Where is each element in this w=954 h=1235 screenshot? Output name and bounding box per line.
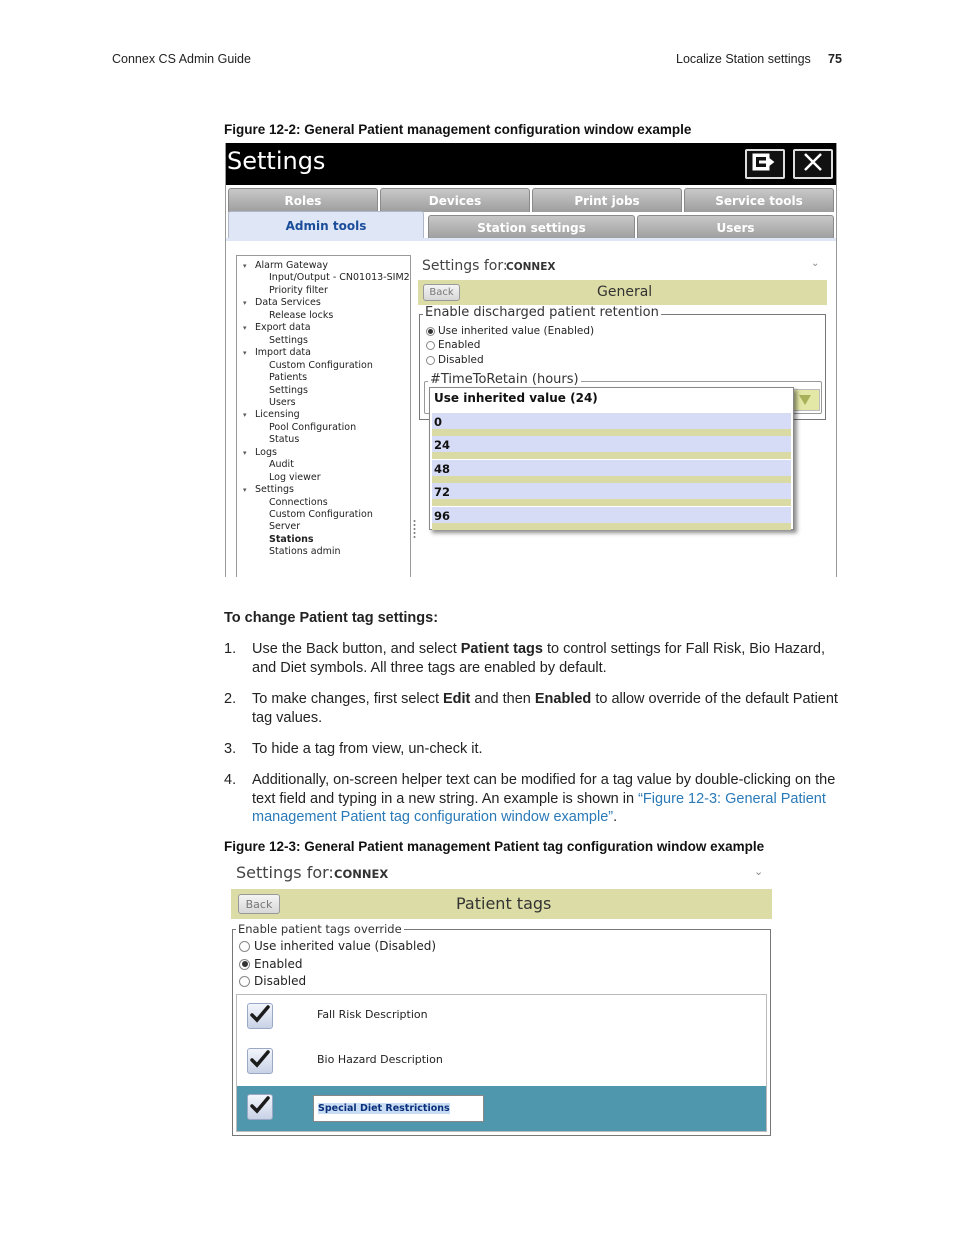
option-label: Disabled — [438, 354, 484, 366]
tree-label: Log viewer — [269, 471, 321, 483]
dropdown-option[interactable]: 72 — [432, 483, 791, 506]
option-enabled[interactable] — [239, 957, 303, 971]
expand-arrow-icon[interactable]: ▾ — [243, 324, 247, 333]
radio-button[interactable] — [239, 959, 250, 970]
tree-item[interactable] — [269, 360, 373, 372]
guide-title: Connex CS Admin Guide — [112, 52, 251, 66]
tree-group[interactable] — [243, 322, 311, 334]
tab-station-settings[interactable]: Station settings — [428, 215, 635, 239]
tree-item[interactable] — [269, 546, 341, 558]
step-text: Additionally, on-screen helper text can be modified for a tag value by double-clicking on the text field and typing in a new string. An example is shown in “Figure 12-3: General Patient management Patient tag configuration window example”. — [252, 772, 836, 825]
tree-label: Release locks — [269, 309, 334, 321]
splitter-handle[interactable] — [413, 519, 416, 541]
tree-label: Settings — [269, 384, 308, 396]
expand-arrow-icon[interactable]: ▾ — [243, 349, 247, 358]
tree-label: Logs — [255, 446, 277, 458]
close-icon — [802, 151, 824, 178]
field-legend: #TimeToRetain (hours) — [430, 372, 579, 387]
bio-hazard-checkbox[interactable] — [247, 1048, 273, 1074]
tree-group[interactable] — [243, 347, 311, 359]
dropdown-option[interactable]: 48 — [432, 460, 791, 483]
expand-arrow-icon[interactable]: ▾ — [243, 448, 247, 457]
group-legend: Enable patient tags override — [238, 922, 402, 936]
fall-risk-checkbox[interactable] — [247, 1003, 273, 1029]
step-text: To make changes, first select Edit and then Enabled to allow override of the default Patient tag values. — [252, 691, 838, 726]
tree-item[interactable] — [269, 459, 294, 471]
option-inherited[interactable] — [426, 325, 594, 337]
instructions-heading: To change Patient tag settings: — [224, 610, 439, 626]
tree-label: Custom Configuration — [269, 509, 373, 520]
patient-tags-screenshot — [230, 861, 773, 1139]
tree-label: Server — [269, 521, 301, 533]
tree-label: Export data — [255, 322, 311, 334]
special-diet-value: Special Diet Restrictions — [318, 1103, 450, 1114]
tree-item[interactable] — [269, 497, 328, 509]
step-text: To hide a tag from view, un-check it. — [252, 741, 483, 757]
bio-hazard-label[interactable]: Bio Hazard Description — [317, 1053, 443, 1066]
figure-caption: Figure 12-3: General Patient management Patient tag configuration window example — [224, 839, 765, 854]
radio-button[interactable] — [239, 941, 250, 952]
close-button[interactable] — [793, 149, 833, 179]
tree-label: Priority filter — [269, 284, 328, 296]
tab-roles[interactable]: Roles — [228, 188, 378, 212]
tree-group[interactable] — [243, 484, 294, 496]
tree-item[interactable] — [269, 272, 410, 284]
tree-label: Connections — [269, 496, 328, 508]
dropdown-option[interactable]: 24 — [432, 436, 791, 459]
step-number: 4. — [224, 772, 237, 788]
step-number: 2. — [224, 691, 237, 707]
tree-label: Settings — [255, 484, 294, 496]
expand-arrow-icon[interactable]: ▾ — [243, 486, 247, 495]
step-number: 3. — [224, 741, 237, 757]
panel-title: Patient tags — [456, 894, 552, 913]
expand-arrow-icon[interactable]: ▾ — [243, 299, 247, 308]
tab-devices[interactable]: Devices — [380, 188, 530, 212]
tree-item[interactable] — [269, 472, 321, 484]
back-button[interactable]: Back — [238, 894, 280, 914]
dropdown-selected[interactable]: Use inherited value (24) — [432, 389, 791, 412]
settings-for-label: Settings for: — [236, 863, 334, 882]
dropdown-option[interactable]: 0 — [432, 413, 791, 436]
checkmark-icon — [250, 1005, 270, 1028]
logout-button[interactable] — [745, 149, 785, 179]
chevron-down-icon[interactable]: ⌄ — [811, 258, 820, 269]
option-disabled[interactable] — [426, 354, 484, 366]
option-inherited[interactable] — [239, 939, 436, 953]
chevron-down-icon[interactable]: ⌄ — [754, 866, 764, 878]
back-button[interactable]: Back — [423, 284, 460, 301]
special-diet-checkbox[interactable] — [247, 1094, 273, 1120]
tree-group[interactable] — [243, 446, 277, 459]
dropdown-option[interactable]: 96 — [432, 507, 791, 530]
settings-for-value: CONNEX — [506, 261, 556, 273]
tree-item[interactable] — [269, 509, 373, 521]
tree-label: Data Services — [255, 297, 321, 309]
tree-label: Users — [269, 396, 296, 408]
radio-button[interactable] — [426, 327, 435, 336]
panel-title: General — [597, 284, 653, 300]
tree-item[interactable] — [269, 534, 314, 546]
tab-users[interactable]: Users — [637, 215, 834, 239]
tree-label: Alarm Gateway — [255, 260, 328, 271]
tree-group[interactable] — [243, 409, 300, 421]
tree-item[interactable] — [269, 521, 300, 533]
step-text: Use the Back button, and select Patient tags to control settings for Fall Risk, Bio Hazard, and Diet symbols. All three tags are enabled by default. — [252, 641, 826, 676]
tree-label: Pool Configuration — [269, 421, 357, 433]
option-disabled[interactable] — [239, 974, 306, 988]
settings-window-screenshot — [225, 143, 837, 577]
tree-label: Licensing — [255, 409, 300, 421]
radio-button[interactable] — [426, 356, 435, 365]
tree-group[interactable] — [243, 260, 328, 272]
checkmark-icon — [250, 1096, 270, 1119]
figure-caption: Figure 12-2: General Patient management configuration window example — [224, 122, 692, 137]
title-bar — [226, 143, 837, 185]
expand-arrow-icon[interactable]: ▾ — [243, 411, 247, 420]
option-label: Enabled — [438, 339, 481, 351]
expand-arrow-icon[interactable]: ▾ — [243, 262, 247, 270]
tree-label: Patients — [269, 372, 308, 384]
logout-icon — [751, 152, 779, 177]
step-number: 1. — [224, 641, 237, 657]
group-legend: Enable discharged patient retention — [425, 305, 659, 320]
tree-label: Stations admin — [269, 546, 341, 558]
option-label: Disabled — [254, 974, 307, 988]
window-title: Settings — [227, 147, 326, 175]
settings-for-label: Settings for: — [422, 258, 508, 274]
tree-label: Stations — [269, 533, 314, 545]
fall-risk-label[interactable]: Fall Risk Description — [317, 1008, 428, 1021]
radio-button[interactable] — [426, 341, 435, 350]
tab-service-tools[interactable]: Service tools — [684, 188, 834, 212]
tree-label: Import data — [255, 347, 311, 359]
figure-link[interactable]: “Figure 12-3: General Patient management Patient tag configuration window example” — [252, 790, 826, 825]
tab-admin-tools[interactable]: Admin tools — [228, 211, 424, 239]
dropdown-arrow-icon[interactable] — [790, 389, 820, 411]
settings-tree — [236, 255, 411, 577]
tree-item[interactable] — [269, 385, 308, 397]
checkmark-icon — [250, 1050, 270, 1073]
settings-for-value: CONNEX — [334, 867, 389, 881]
option-label: Use inherited value (Disabled) — [254, 939, 437, 953]
tab-underline — [226, 238, 837, 241]
tree-label: Status — [269, 434, 300, 446]
tree-item[interactable] — [269, 335, 308, 347]
tree-item[interactable] — [269, 285, 328, 297]
option-enabled[interactable] — [426, 339, 480, 351]
tree-item[interactable] — [269, 310, 333, 322]
option-label: Enabled — [254, 957, 303, 971]
tree-label: Audit — [269, 459, 294, 471]
tree-label: Input/Output - CN01013-SIM2 — [269, 272, 410, 284]
tree-item[interactable] — [269, 422, 356, 434]
radio-button[interactable] — [239, 976, 250, 987]
tree-label: Settings — [269, 334, 308, 346]
tree-label: Custom Configuration — [269, 359, 373, 371]
page-number: 75 — [828, 52, 842, 66]
tab-print-jobs[interactable]: Print jobs — [532, 188, 682, 212]
tree-group[interactable] — [243, 297, 321, 309]
tree-item[interactable] — [269, 434, 299, 446]
section-title: Localize Station settings — [676, 52, 811, 66]
tree-item[interactable] — [269, 397, 296, 409]
special-diet-text-field[interactable] — [313, 1095, 484, 1122]
option-label: Use inherited value (Enabled) — [438, 325, 595, 337]
time-dropdown-list[interactable] — [429, 387, 794, 530]
tree-item[interactable] — [269, 372, 307, 384]
